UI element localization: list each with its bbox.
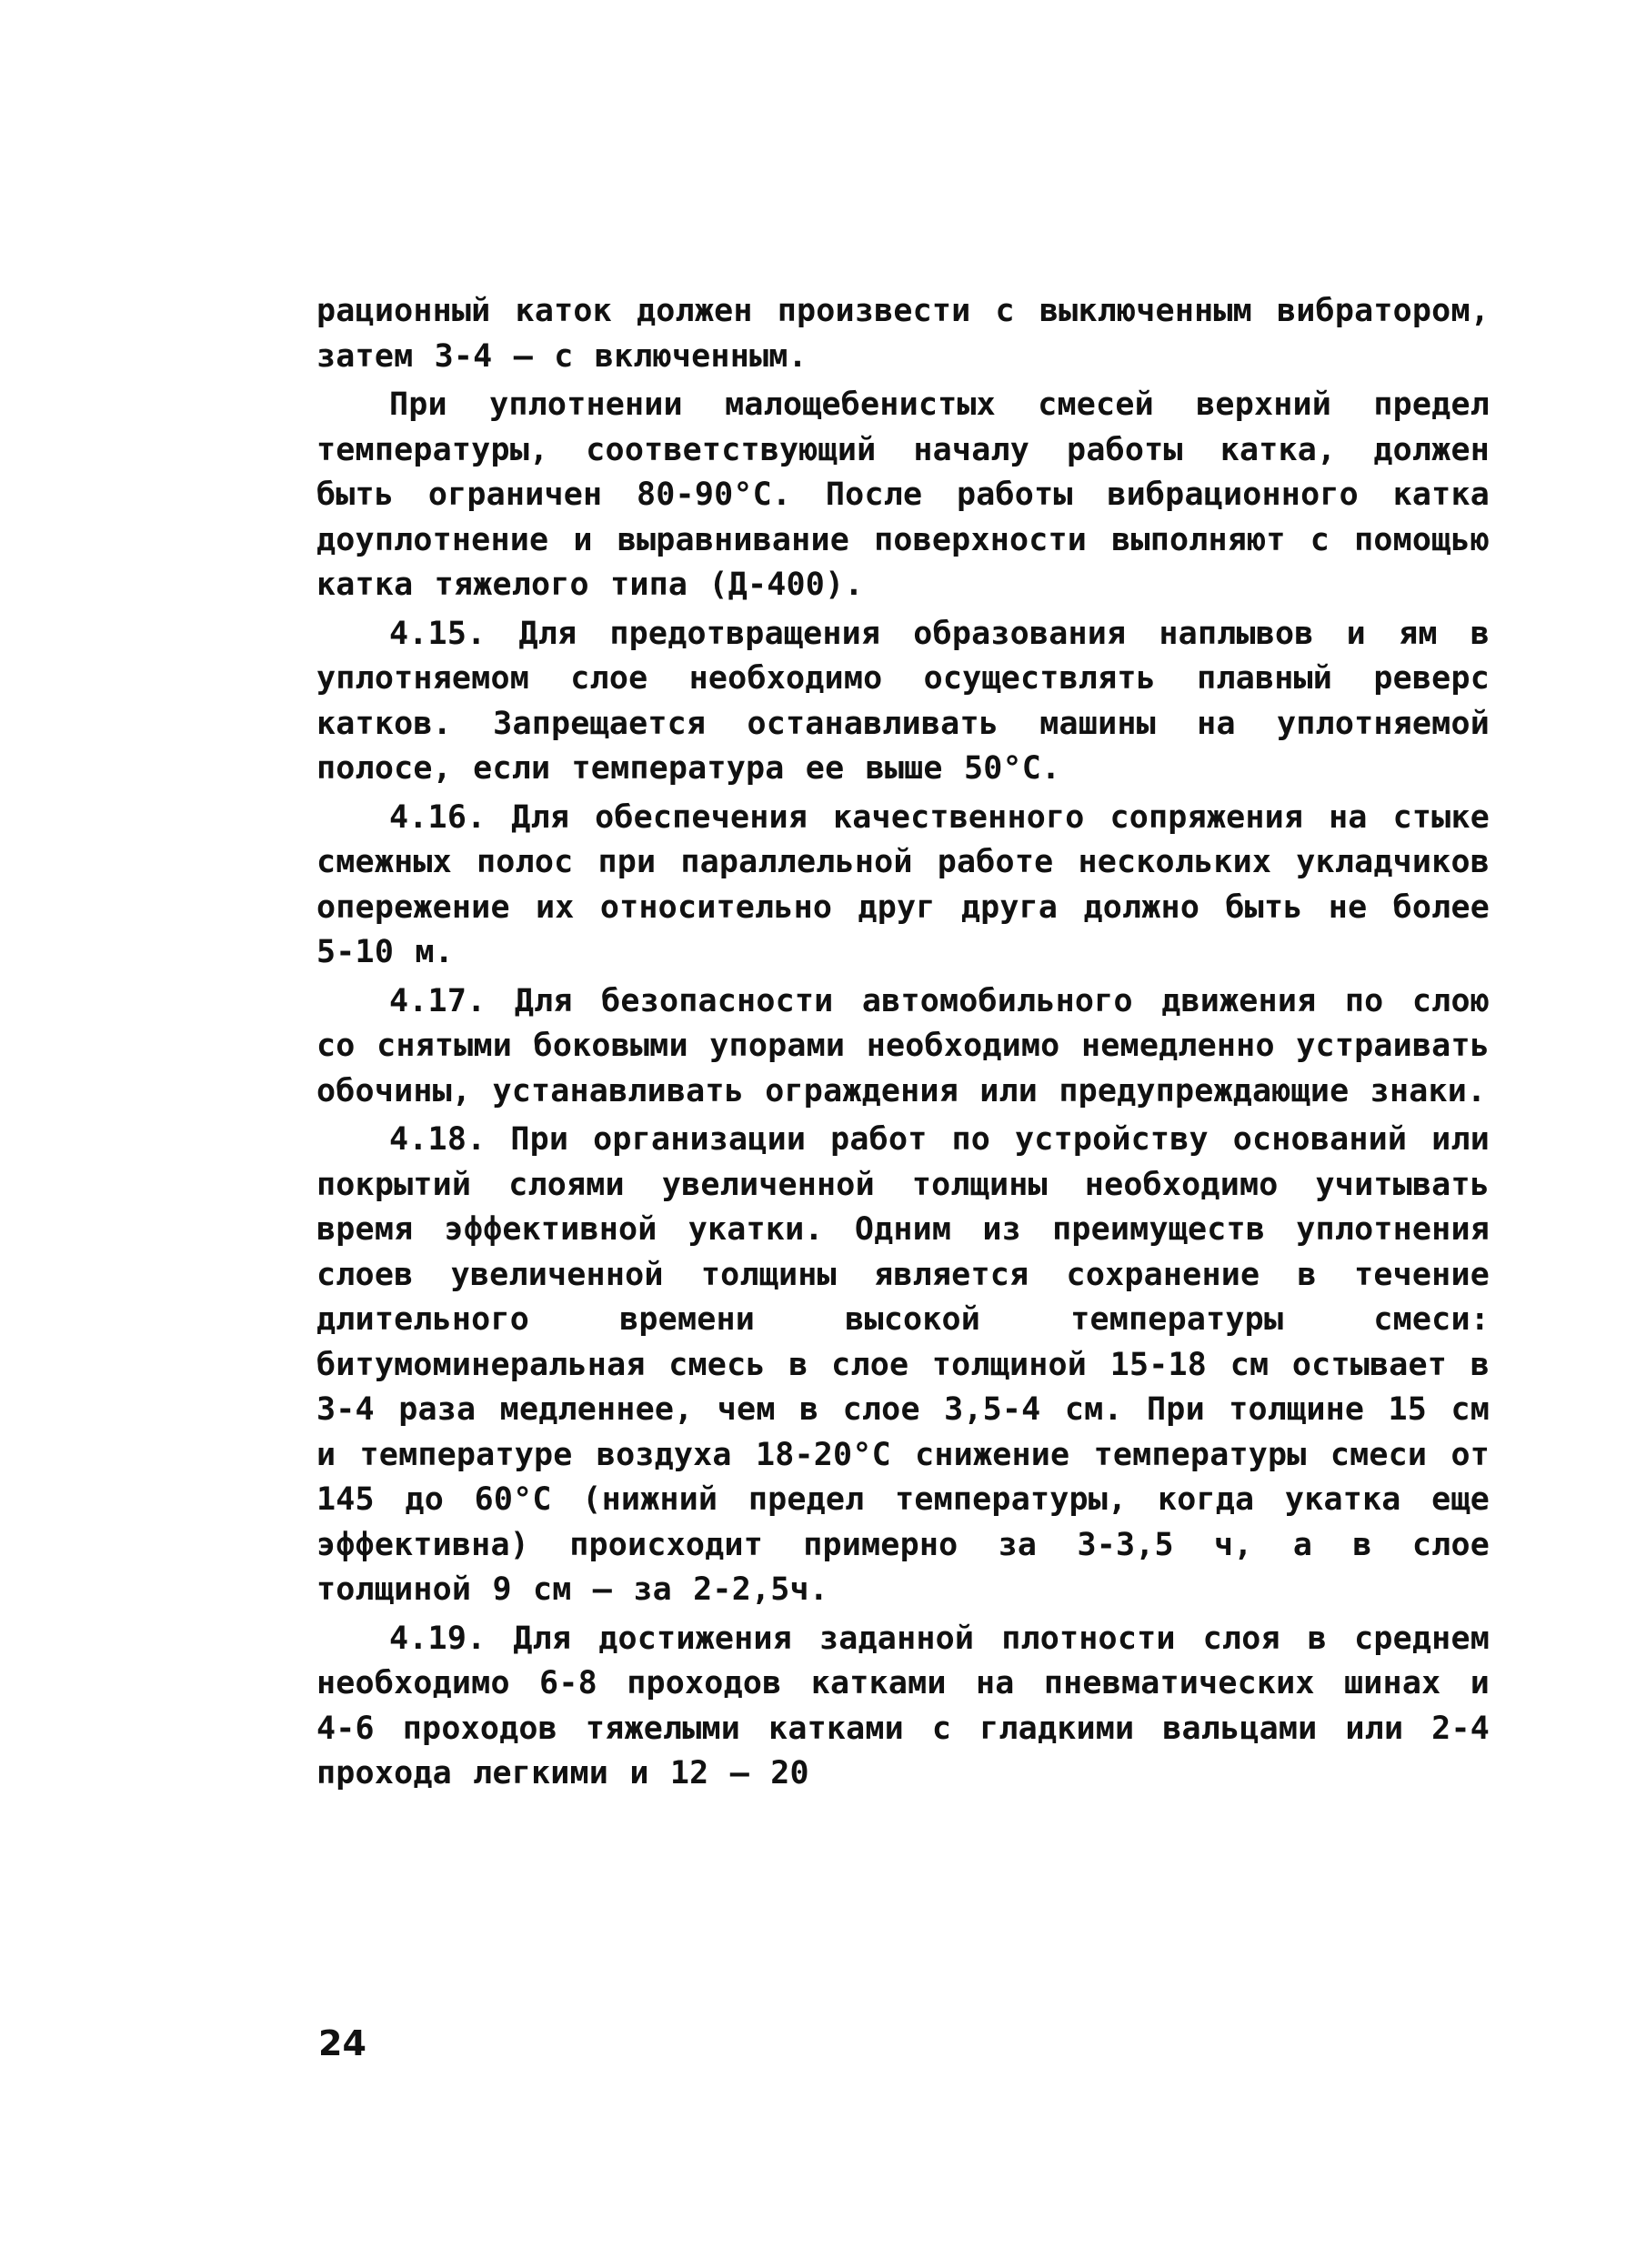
paragraph-4-18: 4.18. При организации работ по устройству оснований или покрытий слоями увеличенной толщины необходимо учитывать время эффективной укатки. Одним из преимуществ уплотнения слоев увеличенной толщины является сохранение в течение длительного времени высокой температуры смеси: битумоминеральная смесь в слое толщиной 15-18 см остывает в 3-4 раза медленнее, чем в слое 3,5-4 см. При толщине 15 см и температуре воздуха 18-20°С снижение температуры смеси от 145 до 60°С (нижний предел температуры, когда укатка еще эффективна) происходит примерно за 3-3,5 ч, а в слое толщиной 9 см – за 2-2,5ч.: [316, 1121, 1490, 1608]
paragraph-continuation: рационный каток должен произвести с выключенным вибратором, затем 3-4 – с включенным.: [316, 293, 1490, 375]
paragraph-4-17: 4.17. Для безопасности автомобильного движения по слою со снятыми боковыми упорами необходимо немедленно устраивать обочины, устанавливать ограждения или предупреждающие знаки.: [316, 982, 1490, 1109]
paragraph-4-15: 4.15. Для предотвращения образования наплывов и ям в уплотняемом слое необходимо осуществлять плавный реверс катков. Запрещается останавливать машины на уплотняемой полосе, если температура ее выше 50°С.: [316, 615, 1490, 787]
paragraph-compaction-temperature: При уплотнении малощебенистых смесей верхний предел температуры, соответствующий началу работы катка, должен быть ограничен 80-90°С. После работы вибрационного катка доуплотнение и выравнивание поверхности выполняют с помощью катка тяжелого типа (Д-400).: [316, 386, 1490, 603]
page-number: 24: [318, 2023, 366, 2063]
paragraph-4-19: 4.19. Для достижения заданной плотности слоя в среднем необходимо 6-8 проходов катками на пневматических шинах и 4-6 проходов тяжелыми катками с гладкими вальцами или 2-4 прохода легкими и 12 – 20: [316, 1620, 1490, 1791]
paragraph-4-16: 4.16. Для обеспечения качественного сопряжения на стыке смежных полос при параллельной работе нескольких укладчиков опережение их относительно друг друга должно быть не более 5-10 м.: [316, 798, 1490, 970]
page-body: [316, 289, 1490, 1801]
